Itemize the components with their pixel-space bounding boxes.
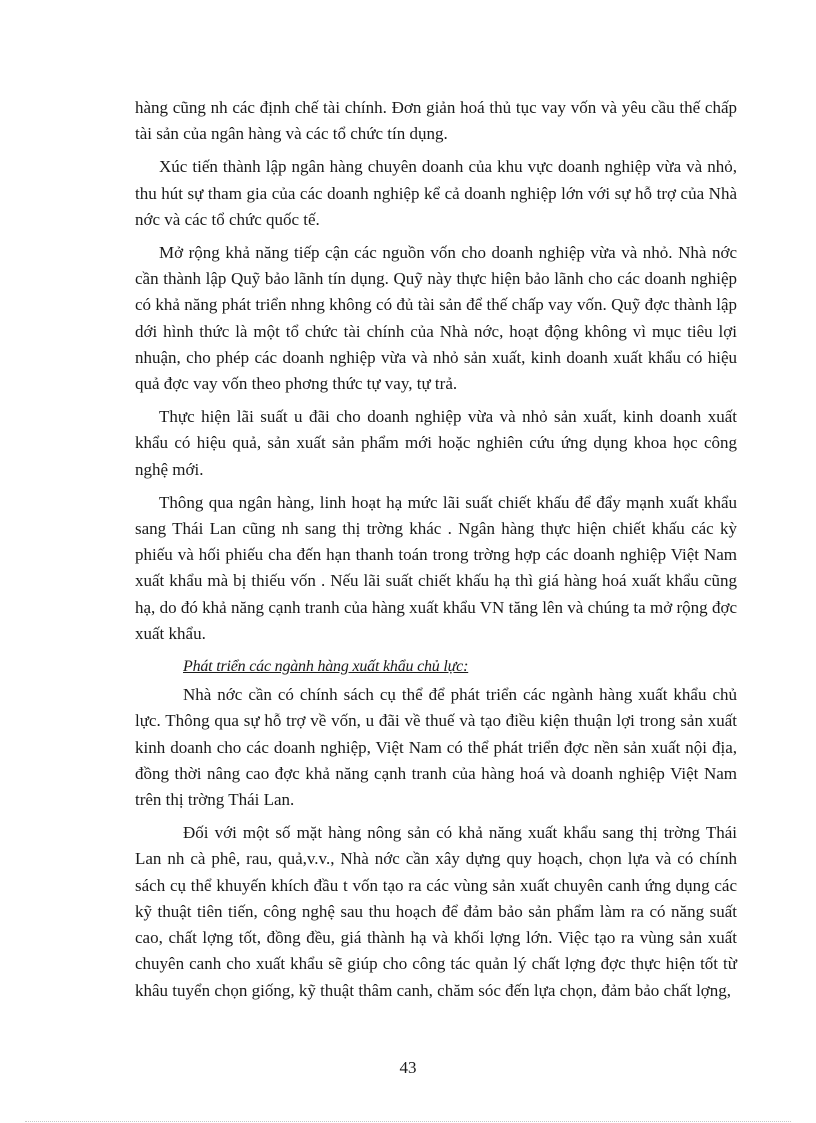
page-bottom-divider	[25, 1121, 791, 1122]
paragraph-preferential-interest: Thực hiện lãi suất u đãi cho doanh nghiệp vừa và nhỏ sản xuất, kinh doanh xuất khẩu có hiệu quả, sản xuất sản phẩm mới hoặc nghiên cứu ứng dụng khoa học công nghệ mới.	[135, 407, 737, 479]
paragraph-credit-guarantee-fund: Mở rộng khả năng tiếp cận các nguồn vốn cho doanh nghiệp vừa và nhỏ. Nhà nớc cần thành lập Quỹ bảo lãnh tín dụng. Quỹ này thực hiện bảo lãnh cho các doanh nghiệp có khả năng phát triển nhng không có đủ tài sản để thế chấp vay vốn. Quỹ đợc thành lập dới hình thức là một tổ chức tài chính của Nhà nớc, hoạt động không vì mục tiêu lợi nhuận, cho phép các doanh nghiệp vừa và nhỏ sản xuất, kinh doanh xuất khẩu có hiệu quả đợc vay vốn theo phơng thức tự vay, tự trả.	[135, 243, 737, 394]
paragraph-key-export-industries: Nhà nớc cần có chính sách cụ thể để phát triển các ngành hàng xuất khẩu chủ lực. Thông qua sự hỗ trợ về vốn, u đãi về thuế và tạo điều kiện thuận lợi trong sản xuất kinh doanh cho các doanh nghiệp, Việt Nam có thể phát triển đợc nền sản xuất nội địa, đồng thời nâng cao đợc khả năng cạnh tranh của hàng hoá và doanh nghiệp Việt Nam trên thị trờng Thái Lan.	[135, 685, 737, 810]
paragraph-sme-bank: Xúc tiến thành lập ngân hàng chuyên doanh của khu vực doanh nghiệp vừa và nhỏ, thu hút sự tham gia của các doanh nghiệp kể cả doanh nghiệp lớn với sự hỗ trợ của Nhà nớc và các tổ chức quốc tế.	[135, 157, 737, 229]
paragraph-discount-rate: Thông qua ngân hàng, linh hoạt hạ mức lãi suất chiết khấu để đẩy mạnh xuất khẩu sang Thái Lan cũng nh sang thị trờng khác . Ngân hàng thực hiện chiết khấu các kỳ phiếu và hối phiếu cha đến hạn thanh toán trong trờng hợp các doanh nghiệp Việt Nam xuất khẩu mà bị thiếu vốn . Nếu lãi suất chiết khấu hạ thì giá hàng hoá xuất khẩu cũng hạ, do đó khả năng cạnh tranh của hàng xuất khẩu VN tăng lên và chúng ta mở rộng đợc xuất khẩu.	[135, 492, 737, 643]
section-heading: Phát triển các ngành hàng xuất khẩu chủ lực:	[183, 658, 469, 676]
paragraph-bank-institutions: hàng cũng nh các định chế tài chính. Đơn giản hoá thủ tục vay vốn và yêu cầu thế chấp tài sản của ngân hàng và các tổ chức tín dụng.	[135, 98, 737, 144]
document-body	[135, 95, 737, 1011]
page-number: 43	[399, 1058, 417, 1077]
paragraph-agricultural-products: Đối với một số mặt hàng nông sản có khả năng xuất khẩu sang thị trờng Thái Lan nh cà phê, rau, quả,v.v., Nhà nớc cần xây dựng quy hoạch, chọn lựa và có chính sách cụ thể khuyến khích đầu t vốn tạo ra các vùng sản xuất chuyên canh ứng dụng các kỹ thuật tiên tiến, công nghệ sau thu hoạch để đảm bảo sản phẩm làm ra có năng suất cao, chất lợng tốt, đồng đều, giá thành hạ và khối lợng lớn. Việc tạo ra vùng sản xuất chuyên canh cho xuất khẩu sẽ giúp cho công tác quản lý chất lợng đợc thực hiện tốt từ khâu tuyển chọn giống, kỹ thuật thâm canh, chăm sóc đến lựa chọn, đảm bảo chất lợng,	[135, 823, 737, 1000]
